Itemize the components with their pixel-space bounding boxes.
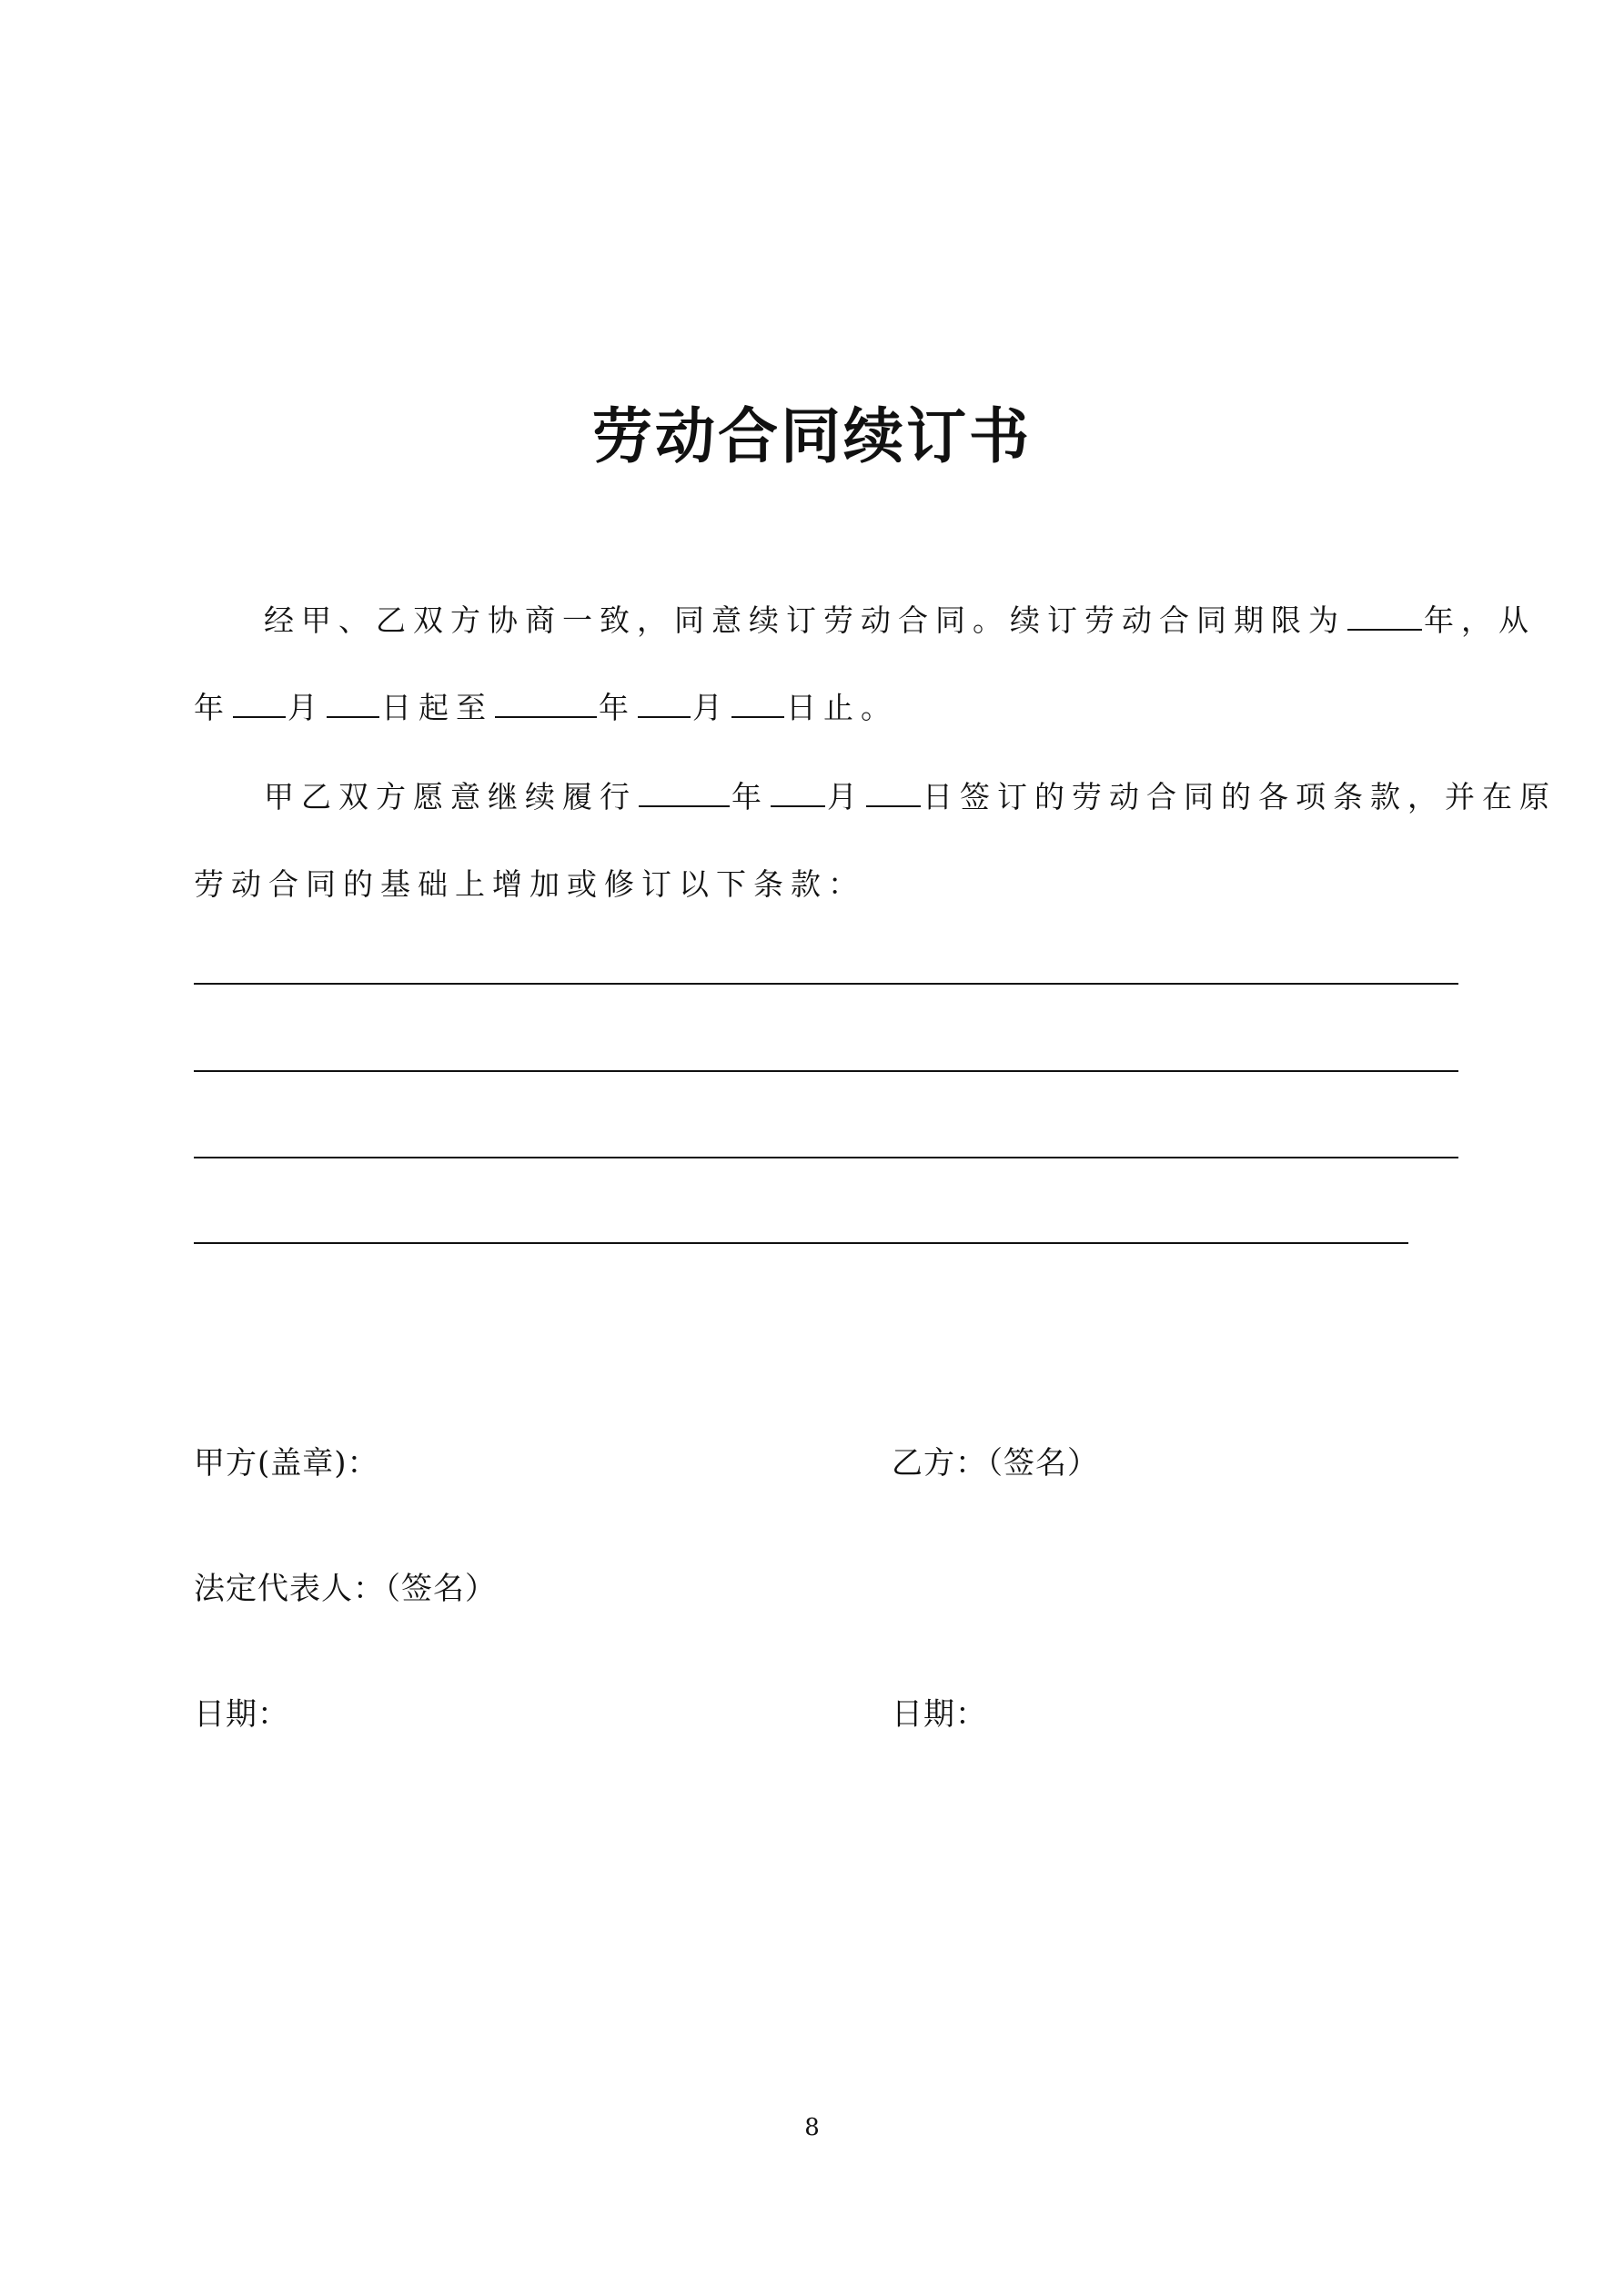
para2-text-5: 劳动合同的基础上增加或修订以下条款： [194, 866, 865, 902]
end-year-blank[interactable] [495, 691, 597, 718]
clause-line-1[interactable] [194, 983, 1458, 985]
para2-text-4: 日签订的劳动合同的各项条款，并在原 [923, 779, 1557, 814]
para1-line2 [194, 686, 898, 730]
para1-text-6: 年 [599, 690, 636, 725]
start-month-blank[interactable] [233, 691, 286, 718]
para2-text-3: 月 [827, 779, 864, 814]
party-b-sign-label: 乙方：（签名） [892, 1445, 1099, 1482]
clause-line-4[interactable] [194, 1242, 1408, 1244]
orig-month-blank[interactable] [771, 780, 825, 807]
start-day-blank[interactable] [327, 691, 379, 718]
end-month-blank[interactable] [638, 691, 691, 718]
legal-rep-sign-label: 法定代表人：（签名） [194, 1571, 497, 1607]
clause-line-3[interactable] [194, 1157, 1458, 1158]
orig-day-blank[interactable] [866, 780, 921, 807]
clause-line-2[interactable] [194, 1070, 1458, 1072]
document-title: 劳动合同续订书 [592, 401, 1032, 471]
orig-year-blank[interactable] [639, 780, 730, 807]
para2-line1 [264, 775, 1557, 819]
para1-text-4: 月 [287, 690, 325, 725]
para1-text-5: 日起至 [381, 690, 493, 725]
para1-line1 [264, 599, 1536, 642]
para1-text-2: 年，从 [1424, 602, 1536, 638]
page-number: 8 [804, 2114, 820, 2141]
para2-line2 [194, 863, 865, 906]
para2-text-2: 年 [731, 779, 769, 814]
end-day-blank[interactable] [731, 691, 784, 718]
para2-text-1: 甲乙双方愿意继续履行 [264, 779, 637, 814]
para1-text-1: 经甲、乙双方协商一致，同意续订劳动合同。续订劳动合同期限为 [264, 602, 1346, 638]
para1-text-7: 月 [692, 690, 730, 725]
term-years-blank[interactable] [1347, 603, 1422, 631]
para1-text-3: 年 [194, 690, 231, 725]
para1-text-8: 日止。 [786, 690, 898, 725]
party-a-seal-label: 甲方(盖章)： [194, 1445, 379, 1482]
party-b-date-label: 日期： [892, 1696, 987, 1733]
party-a-date-label: 日期： [194, 1696, 289, 1733]
